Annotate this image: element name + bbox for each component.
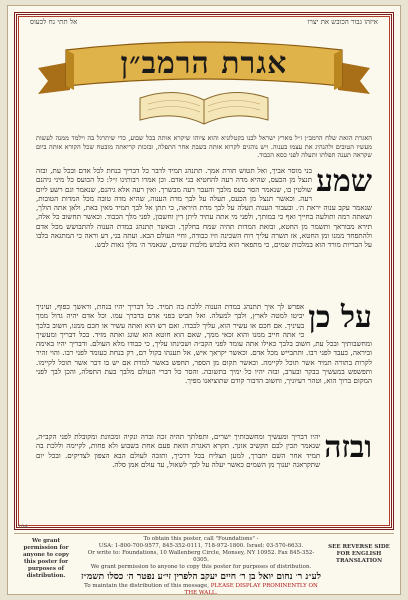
footer-contact [80, 536, 322, 597]
poster [8, 6, 400, 594]
footer-line-5: To maintain the distribution of this message, PLEASE DISPLAY PROMINENTLY ON THE WALL. [84, 583, 318, 596]
footer-dedication: לע״נ ר׳ נחום יואל בן ר׳ חיים יעקב הלפרין זי״ע נפטר ה׳ כסלו תשמ״ז [81, 572, 321, 582]
page-title: אגרת הרמב״ן [120, 46, 288, 81]
footer-display-note: PLEASE DISPLAY PROMINENTLY ON THE WALL. [184, 583, 318, 596]
footer-line-3: Or write to: Foundations, 10 Wallenberg Circle, Monsey, NY 10952. Fax 845-352-0305. [87, 550, 315, 563]
footer-line-1: To obtain this poster, call "Foundations" - [143, 536, 259, 542]
section-1 [36, 166, 372, 294]
open-book-icon [140, 92, 268, 124]
intro-paragraph: האגרת הזאת שלח הרמב״ן ז״ל מארץ ישראל לבנו בקטלוניא והוא ציוהו שיקרא אותה בכל שבוע, כדי שיתרגל בה וילמד ממנה לעשות מעשיו הטובים ולהנהיג את עצמו בענוה. ויש נוהגים לקרוא אותה בשבת אחר התפלה, ובזכות קריאתה מובטח שכל הקורא אותה ביום שקראה תענה תפלתו ותעלה לפני כסא הכבוד. [36, 134, 372, 159]
section-2-opening-word: על כן [308, 302, 372, 335]
top-note-right: איזהו גבור הכובש את יצרו [307, 18, 378, 26]
footer [14, 524, 394, 596]
section-3-opening-word: ובזה [324, 432, 372, 465]
top-note-left: אל תתי נח לכעוס [30, 18, 78, 26]
footer-permission-left: We grant permission for anyone to copy this poster for purposes of distribution. [22, 538, 70, 579]
poster-number: 104 [18, 524, 28, 530]
footer-line-4: We grant permission to anyone to copy this poster for purposes of distribution. [90, 564, 312, 570]
section-3-text: יהיו דבריך ומעשיך ומחשבותיך ישרים, ותפלתך תהיה זכה וברה ונקיה ומכוונת ומקובלת לפני הקב״ה, שנאמר תכין לבם תקשיב אזנך. תקרא האגרת הזאת פעם אחת בשבוע ולא פחות, לקיימה וללכת בה תמיד אחר השם יתברך, למען תצליח בכל דרכיך, ותזכה לעולם הבא הצפון לצדיקים. ובכל יום שתקראנה יענוך מן השמים כאשר יעלה על לבך לשאול, עד עולם אמן סלה. [36, 432, 321, 469]
footer-line-2: USA: 1-800-700-9577, 845-352-0111, 718-972-1800. Israel: 03-570-6633. [98, 543, 304, 549]
section-1-opening-word: שמע [315, 166, 372, 199]
title-banner [30, 28, 378, 128]
section-2 [36, 302, 372, 424]
section-3 [36, 432, 372, 516]
footer-translation-note: SEE REVERSE SIDE FOR ENGLISH TRANSLATION [328, 544, 390, 564]
section-1-text: בני מוסר אביך, ואל תטוש תורת אמך. תתנהג תמיד לדבר כל דבריך בנחת לכל אדם ובכל עת, ובזה תנצל מן הכעס, שהיא מדה רעה להחטיא בני אדם. וכן אמרו רבותינו ז״ל: כל הכועס כל מיני גיהנם שולטין בו, שנאמר הסר כעס מלבך והעבר רעה מבשרך. ואין רעה אלא גיהנם, שנאמר וגם רשע ליום רעה. וכאשר תנצל מן הכעס, תעלה על לבך מדת הענוה, שהיא מדה טובה מכל המדות הטובות, שנאמר עקב ענוה יראת ה׳. ובעבור הענוה תעלה על לבך מדת היראה, כי תתן אל לבך תמיד מאין באת, ולאן אתה הולך, ושאתה רמה ותולעה בחייך ואף כי במותך, ולפני מי אתה עתיד ליתן דין וחשבון, לפני מלך הכבוד. וכאשר תחשוב כל אלה, תירא מבוראך ותשמר מן החטא, ובזאת המדות תהיה שמח בחלקך. וכאשר תתנהג במדת הענוה להתבושש מכל אדם ולהתפחד ממנו ומן החטא, אז תשרה עליך רוח השכינה וזיו כבודה, וחיי העולם הבא. ועתה בני, דע וראה כי המתגאה בלבו על הבריות מורד הוא במלכות שמים, כי מתפאר הוא בלבוש מלכות שמים, שנאמר ה׳ מלך גאות לבש. [36, 166, 372, 250]
section-2-text: אפרש לך איך תתנהג במדת הענוה ללכת בה תמיד. כל דבריך יהיו בנחת, וראשך כפוף, ועיניך יביטו למטה לארץ, ולבך למעלה. ואל תביט בפני אדם בדברך עמו. וכל אדם יהיה גדול ממך בעיניך. אם חכם או עשיר הוא, עליך לכבדו. ואם רש הוא ואתה עשיר או חכם ממנו, חשוב בלבך כי אתה חייב ממנו והוא זכאי ממך, שאם הוא חוטא הוא שוגג ואתה מזיד. בכל דבריך ומעשיך ומחשבותיך ובכל עת, חשוב בלבך כאילו אתה עומד לפני הקב״ה ושכינתו עליך, כי כבודו מלא העולם. ודבריך יהיו באימה וביראה, כעבד לפני רבו. ותתבייש מכל אדם. וכאשר יקראך איש, אל תענהו בקול רם, רק בנחת כעומד לפני רבו. והוי זהיר לקרות בתורה תמיד אשר תוכל לקיימה. וכאשר תקום מן הספר, תחפש באשר למדת אם יש בו דבר אשר תוכל לקיימו. ותפשפש במעשיך בבקר ובערב, ובזה יהיו כל ימיך בתשובה. והסר כל דברי העולם מלבך בעת התפלה, והכן לבך לפני המקום ברוך הוא, וטהר רעיוניך, וחשוב הדבור קודם שתוציאנו מפיך. [36, 302, 372, 386]
